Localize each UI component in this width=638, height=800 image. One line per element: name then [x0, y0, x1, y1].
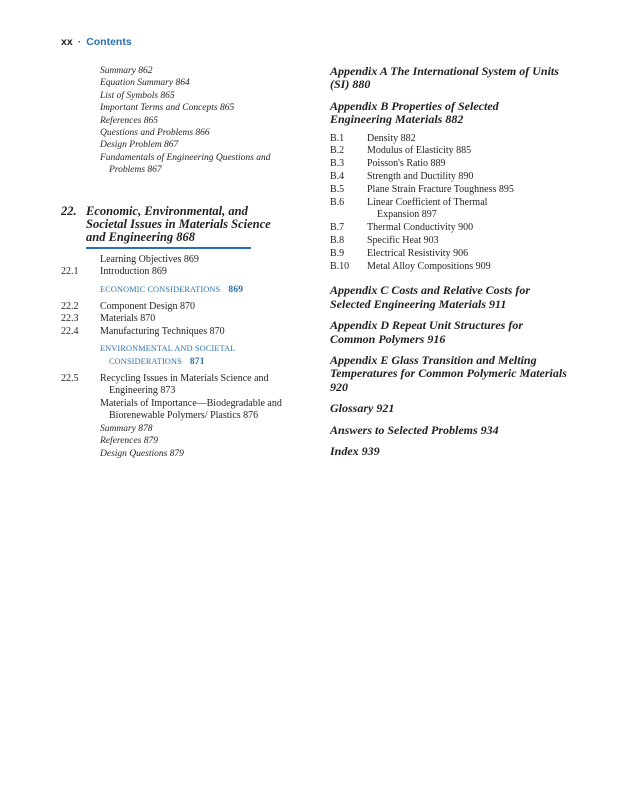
toc-entry[interactable]: Summary 878	[100, 424, 153, 434]
toc-row[interactable]	[61, 313, 311, 326]
toc-row[interactable]	[61, 266, 311, 279]
toc-row[interactable]	[330, 222, 585, 235]
part-heading-environmental[interactable]	[100, 343, 249, 368]
table-title: Strength and Ductility 890	[367, 171, 474, 183]
chapter-title: Economic, Environmental, and Societal Issues in Materials Science and Engineering 868	[86, 203, 271, 245]
section-number: 22.3	[61, 313, 79, 325]
toc-entry[interactable]: Design Questions 879	[100, 448, 184, 459]
chapter-heading[interactable]	[61, 205, 311, 249]
part-heading-label: ECONOMIC CONSIDERATIONS	[100, 285, 221, 295]
header-separator: ·	[77, 36, 82, 48]
section-number: 22.2	[61, 300, 79, 312]
part-heading-page: 871	[189, 357, 205, 368]
page-number: xx	[61, 36, 73, 48]
toc-left-column	[61, 65, 311, 460]
toc-row[interactable]	[330, 145, 585, 158]
appendix-e-heading[interactable]: Appendix E Glass Transition and Melting Temperatures for Common Polymeric Materials 920	[330, 353, 567, 394]
appendix-a-heading[interactable]: Appendix A The International System of Units (SI) 880	[330, 64, 559, 92]
table-number: B.4	[330, 171, 345, 183]
section-title: Manufacturing Techniques 870	[100, 325, 225, 337]
table-number: B.1	[330, 132, 345, 144]
part-heading-economic[interactable]	[100, 284, 311, 297]
table-number: B.2	[330, 145, 345, 157]
toc-row[interactable]	[61, 301, 311, 314]
toc-entry[interactable]: Important Terms and Concepts 865	[100, 103, 235, 114]
chapter-number: 22.	[61, 203, 77, 218]
section-number: 22.5	[61, 372, 79, 384]
header-title: Contents	[86, 36, 132, 48]
toc-right-column	[330, 65, 585, 466]
appendix-c-heading[interactable]: Appendix C Costs and Relative Costs for Selected Engineering Materials 911	[330, 283, 531, 311]
table-title: Linear Coefficient of Thermal Expansion 897	[367, 196, 488, 221]
table-title: Modulus of Elasticity 885	[367, 145, 472, 157]
part-heading-page: 869	[228, 285, 244, 296]
section-title: Recycling Issues in Materials Science and Engineering 873	[100, 372, 269, 397]
table-title: Thermal Conductivity 900	[367, 222, 474, 234]
chapter-21-end-items	[61, 65, 311, 152]
section-title: Introduction 869	[100, 266, 167, 278]
section-number: 22.4	[61, 325, 79, 337]
toc-row[interactable]	[61, 326, 311, 339]
section-title: Materials of Importance—Biodegradable and Biorenewable Polymers/ Plastics 876	[100, 397, 282, 422]
table-title: Density 882	[367, 132, 416, 144]
toc-row[interactable]	[61, 398, 311, 423]
table-number: B.5	[330, 183, 345, 195]
running-header	[61, 36, 132, 48]
section-number: 22.1	[61, 266, 79, 278]
toc-entry[interactable]: Fundamentals of Engineering Questions and Problems 867	[100, 152, 271, 176]
chapter-title-underline	[86, 247, 251, 249]
toc-row[interactable]	[330, 248, 585, 261]
table-title: Electrical Resistivity 906	[367, 247, 469, 259]
toc-entry[interactable]: Questions and Problems 866	[100, 128, 210, 139]
table-title: Plane Strain Fracture Toughness 895	[367, 183, 514, 195]
toc-row[interactable]	[330, 184, 585, 197]
section-title: Materials 870	[100, 313, 156, 325]
table-number: B.7	[330, 222, 345, 234]
answers-heading[interactable]: Answers to Selected Problems 934	[330, 422, 499, 437]
toc-entry[interactable]: Summary 862	[100, 66, 153, 76]
section-title: Learning Objectives 869	[100, 253, 199, 265]
toc-entry[interactable]: References 865	[100, 115, 158, 126]
table-number: B.6	[330, 196, 345, 208]
toc-entry[interactable]: Equation Summary 864	[100, 78, 190, 89]
table-title: Metal Alloy Compositions 909	[367, 260, 491, 272]
table-title: Poisson's Ratio 889	[367, 158, 446, 170]
appendix-b-table-list	[330, 133, 585, 274]
toc-row[interactable]	[330, 235, 585, 248]
table-number: B.10	[330, 260, 350, 272]
toc-row[interactable]	[330, 158, 585, 171]
toc-entry[interactable]: List of Symbols 865	[100, 90, 175, 101]
table-number: B.9	[330, 247, 345, 259]
appendix-d-heading[interactable]: Appendix D Repeat Unit Structures for Common Polymers 916	[330, 318, 524, 346]
toc-entry[interactable]: References 879	[100, 436, 158, 447]
toc-row[interactable]	[330, 197, 585, 223]
part-heading-label: ENVIRONMENTAL AND SOCIETAL CONSIDERATIONS	[100, 344, 236, 367]
appendix-b-heading[interactable]: Appendix B Properties of Selected Engineering Materials 882	[330, 98, 499, 127]
table-number: B.3	[330, 158, 345, 170]
toc-row[interactable]	[61, 254, 311, 267]
toc-row[interactable]	[330, 171, 585, 184]
table-number: B.8	[330, 235, 345, 246]
toc-row[interactable]	[330, 133, 585, 146]
toc-row[interactable]	[61, 373, 311, 398]
table-title: Specific Heat 903	[367, 235, 439, 246]
glossary-heading[interactable]: Glossary 921	[330, 401, 395, 416]
toc-entry[interactable]: Design Problem 867	[100, 140, 179, 151]
toc-row[interactable]	[330, 261, 585, 274]
index-heading[interactable]: Index 939	[330, 444, 380, 459]
section-title: Component Design 870	[100, 300, 195, 312]
